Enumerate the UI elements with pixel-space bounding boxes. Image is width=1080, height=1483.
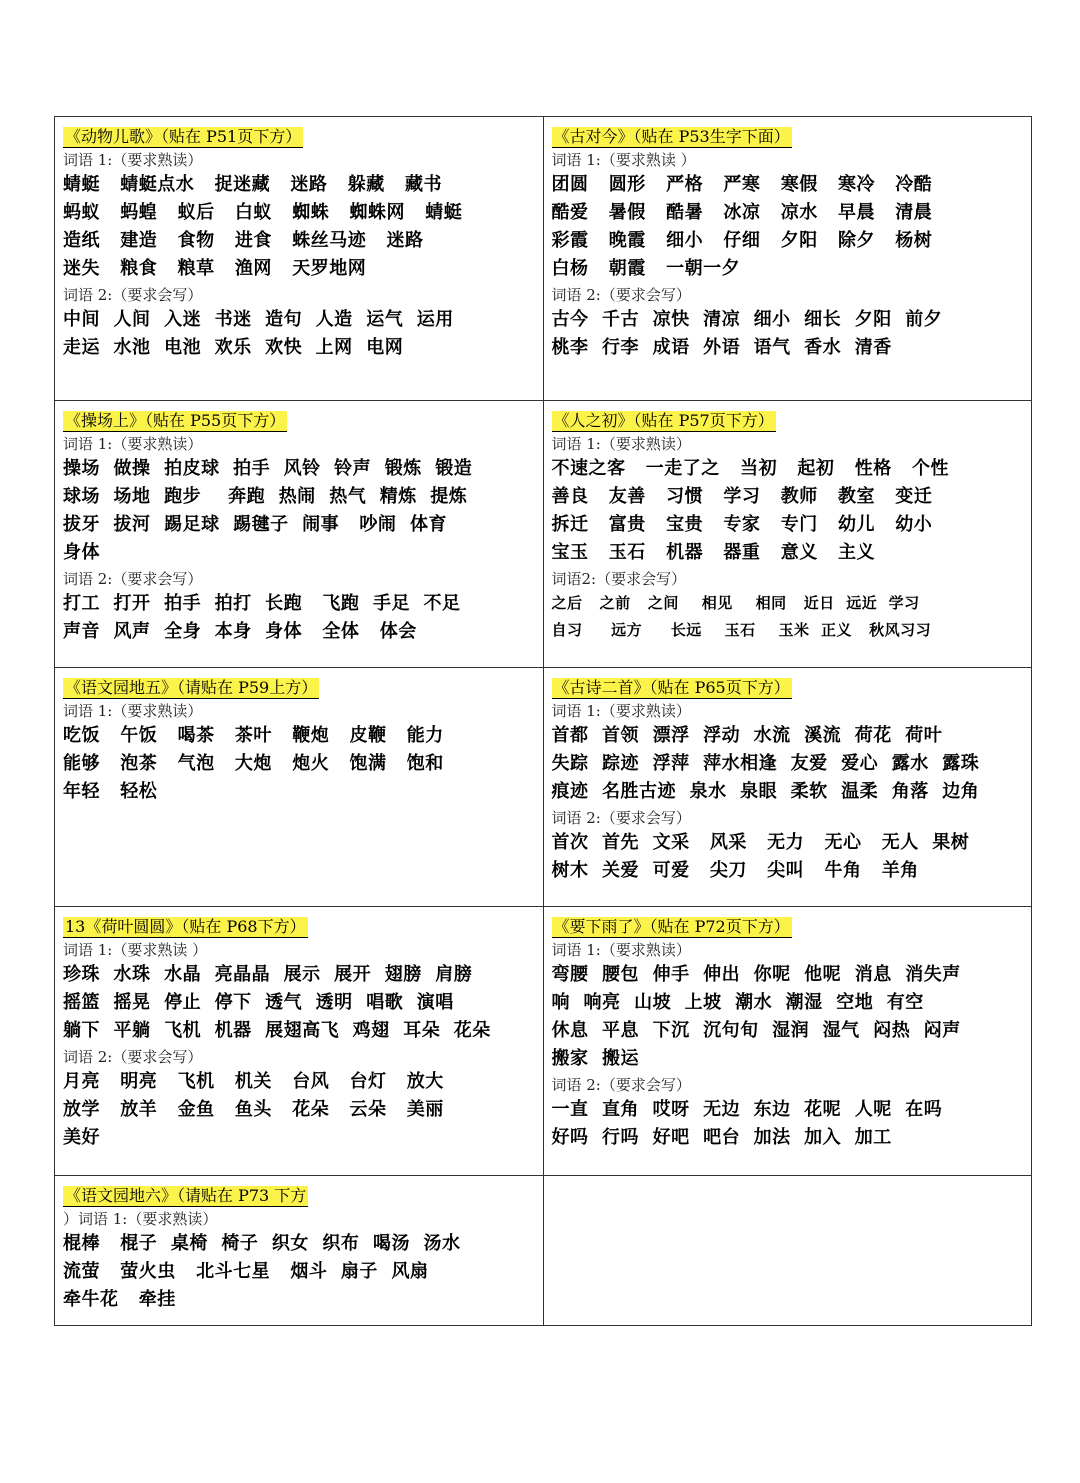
word-line: 操场 做操 拍皮球 拍手 风铃 铃声 锻炼 锻造 <box>63 458 473 479</box>
cell-8 <box>55 1176 544 1326</box>
section-label: 词语 1:（要求熟读） <box>63 151 203 169</box>
word-line: 珍珠 水珠 水晶 亮晶晶 展示 展开 翅膀 肩膀 <box>63 964 473 985</box>
word-line: 休息 平息 下沉 沉句旬 湿润 湿气 闷热 闷声 <box>551 1020 961 1041</box>
word-line: 失踪 踪迹 浮萍 萍水相逢 友爱 爱心 露水 露珠 <box>551 753 980 774</box>
word-line: 放学 放羊 金鱼 鱼头 花朵 云朵 美丽 <box>63 1099 444 1120</box>
section-label: 词语 2:（要求会写） <box>63 286 203 304</box>
section-label: 词语 1:（要求熟读） <box>551 941 691 959</box>
word-line: 彩霞 晚霞 细小 仔细 夕阳 除夕 杨树 <box>551 230 933 251</box>
word-line: 白杨 朝霞 一朝一夕 <box>551 258 741 279</box>
word-line: 美好 <box>63 1127 100 1148</box>
cell-0 <box>55 117 544 401</box>
word-line: 声音 风声 全身 本身 身体 全体 体会 <box>63 621 417 642</box>
word-line: 痕迹 名胜古迹 泉水 泉眼 柔软 温柔 角落 边角 <box>551 781 980 802</box>
cell-6 <box>55 907 544 1176</box>
section-label: 词语 2:（要求会写） <box>551 1076 691 1094</box>
word-line: 搬家 搬运 <box>551 1048 640 1069</box>
lesson-title: 《动物儿歌》（贴在 P51页下方） <box>65 127 302 146</box>
section-label: 词语 1:（要求熟读） <box>63 435 203 453</box>
section-label: 词语2:（要求会写） <box>551 570 687 588</box>
word-line: 打工 打开 拍手 拍打 长跑 飞跑 手足 不足 <box>63 593 461 614</box>
lesson-title: 《语文园地五》（请贴在 P59上方） <box>65 678 318 697</box>
section-label: ）词语 1:（要求熟读） <box>63 1210 218 1228</box>
word-line: 响 响亮 山坡 上坡 潮水 潮湿 空地 有空 <box>551 992 924 1013</box>
word-line: 流萤 萤火虫 北斗七星 烟斗 扇子 风扇 <box>63 1261 429 1282</box>
word-line: 好吗 行吗 好吧 吧台 加法 加入 加工 <box>551 1127 892 1148</box>
section-label: 词语 2:（要求会写） <box>551 286 691 304</box>
word-line: 不速之客 一走了之 当初 起初 性格 个性 <box>551 458 949 479</box>
word-line: 吃饭 午饭 喝茶 茶叶 鞭炮 皮鞭 能力 <box>63 725 444 746</box>
word-line: 首都 首领 漂浮 浮动 水流 溪流 荷花 荷叶 <box>551 725 943 746</box>
lesson-title: 《要下雨了》（贴在 P72页下方） <box>553 917 790 936</box>
word-line: 自习 远方 长远 玉石 玉米 正义 秋风习习 <box>551 621 932 639</box>
word-line: 中间 人间 入迷 书迷 造句 人造 运气 运用 <box>63 309 454 330</box>
section-label: 词语 1:（要求熟读） <box>551 435 691 453</box>
lesson-title: 13《荷叶圆圆》（贴在 P68下方） <box>65 917 306 936</box>
section-label: 词语 1:（要求熟读 ） <box>551 151 696 169</box>
cell-9 <box>543 1176 1032 1326</box>
word-line: 酷爱 暑假 酷暑 冰凉 凉水 早晨 清晨 <box>551 202 933 223</box>
word-line: 团圆 圆形 严格 严寒 寒假 寒冷 冷酷 <box>551 174 933 195</box>
word-line: 造纸 建造 食物 进食 蛛丝马迹 迷路 <box>63 230 424 251</box>
word-line: 棍棒 棍子 桌椅 椅子 织女 织布 喝汤 汤水 <box>63 1233 461 1254</box>
lesson-title: 《语文园地六》（请贴在 P73 下方 <box>65 1186 307 1205</box>
cell-7 <box>543 907 1032 1176</box>
word-line: 能够 泡茶 气泡 大炮 炮火 饱满 饱和 <box>63 753 444 774</box>
lesson-title: 《古诗二首》（贴在 P65页下方） <box>553 678 790 697</box>
cell-3 <box>543 401 1032 668</box>
word-line: 躺下 平躺 飞机 机器 展翅高飞 鸡翅 耳朵 花朵 <box>63 1020 491 1041</box>
word-line: 球场 场地 跑步 奔跑 热闹 热气 精炼 提炼 <box>63 486 468 507</box>
section-label: 词语 2:（要求会写） <box>63 570 203 588</box>
word-line: 树木 关爱 可爱 尖刀 尖叫 牛角 羊角 <box>551 860 919 881</box>
word-line: 宝玉 玉石 机器 器重 意义 主义 <box>551 542 875 563</box>
word-line: 月亮 明亮 飞机 机关 台风 台灯 放大 <box>63 1071 444 1092</box>
word-line: 首次 首先 文采 风采 无力 无心 无人 果树 <box>551 832 970 853</box>
word-line: 善良 友善 习惯 学习 教师 教室 变迁 <box>551 486 933 507</box>
cell-4 <box>55 668 544 907</box>
word-line: 古今 千古 凉快 清凉 细小 细长 夕阳 前夕 <box>551 309 943 330</box>
section-label: 词语 2:（要求会写） <box>63 1048 203 1066</box>
word-line: 年轻 轻松 <box>63 781 158 802</box>
lesson-title: 《古对今》（贴在 P53生字下面） <box>553 127 790 146</box>
word-line: 走运 水池 电池 欢乐 欢快 上网 电网 <box>63 337 404 358</box>
section-label: 词语 1:（要求熟读 ） <box>63 941 208 959</box>
cell-5 <box>543 668 1032 907</box>
lesson-title: 《操场上》（贴在 P55页下方） <box>65 411 286 430</box>
cell-2 <box>55 401 544 668</box>
cell-1 <box>543 117 1032 401</box>
word-line: 一直 直角 哎呀 无边 东边 花呢 人呢 在吗 <box>551 1099 943 1120</box>
word-line: 摇篮 摇晃 停止 停下 透气 透明 唱歌 演唱 <box>63 992 454 1013</box>
word-line: 弯腰 腰包 伸手 伸出 你呢 他呢 消息 消失声 <box>551 964 961 985</box>
vocabulary-table <box>54 116 1032 1326</box>
word-line: 身体 <box>63 542 100 563</box>
word-line: 蜻蜓 蜻蜓点水 捉迷藏 迷路 躲藏 藏书 <box>63 174 442 195</box>
section-label: 词语 1:（要求熟读） <box>551 702 691 720</box>
word-line: 蚂蚁 蚂蝗 蚁后 白蚁 蜘蛛 蜘蛛网 蜻蜓 <box>63 202 463 223</box>
word-line: 桃李 行李 成语 外语 语气 香水 清香 <box>551 337 892 358</box>
section-label: 词语 2:（要求会写） <box>551 809 691 827</box>
word-line: 迷失 粮食 粮草 渔网 天罗地网 <box>63 258 367 279</box>
word-line: 拆迁 富贵 宝贵 专家 专门 幼儿 幼小 <box>551 514 933 535</box>
section-label: 词语 1:（要求熟读） <box>63 702 203 720</box>
word-line: 之后 之前 之间 相见 相同 近日 远近 学习 <box>551 594 920 612</box>
lesson-title: 《人之初》（贴在 P57页下方） <box>553 411 774 430</box>
word-line: 牵牛花 牵挂 <box>63 1289 176 1310</box>
word-line: 拔牙 拔河 踢足球 踢毽子 闹事 吵闹 体育 <box>63 514 447 535</box>
